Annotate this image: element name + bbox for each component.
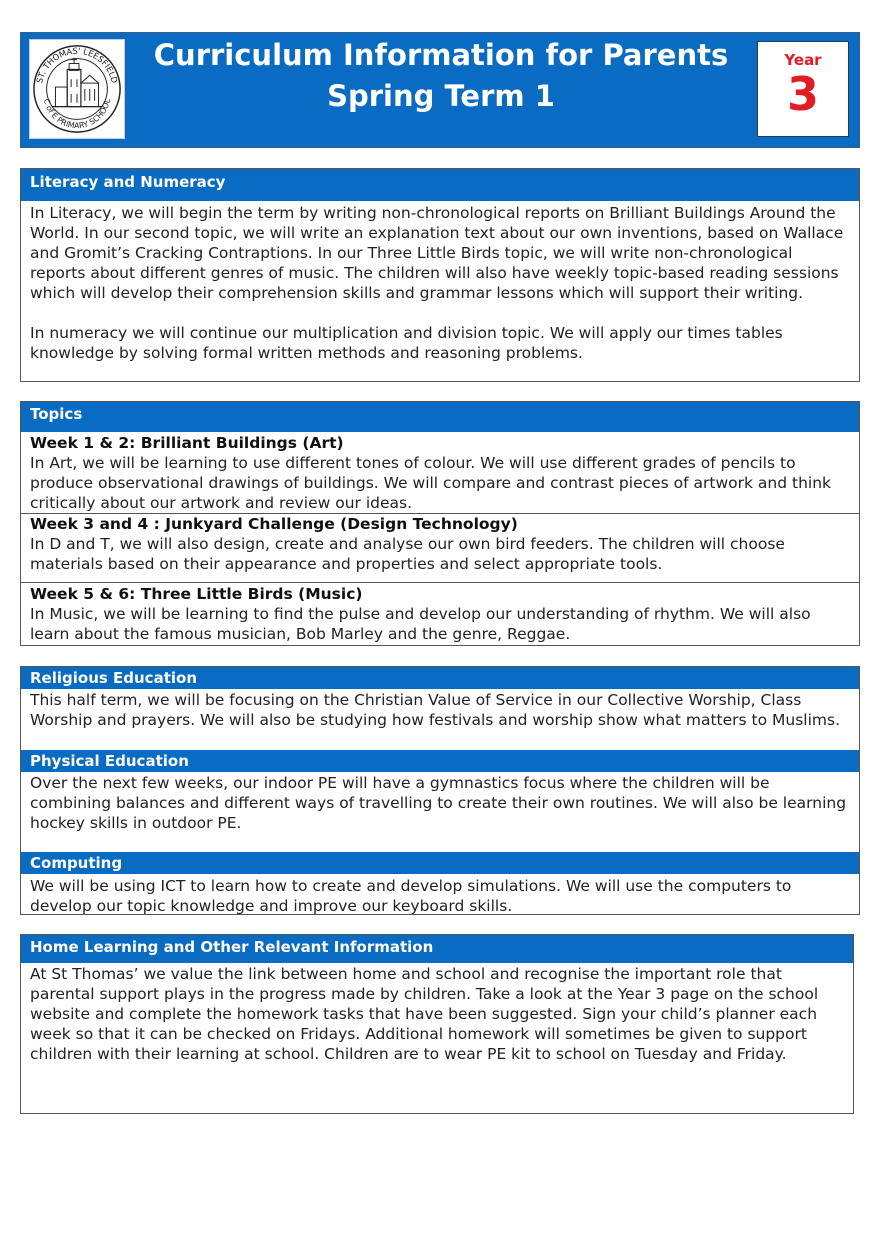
pe-body: Over the next few weeks, our indoor PE will have a gymnastics focus where the children will be combining balances and different ways of travelling to create their own routines. We will also be learning hockey skills in outdoor PE. [30,774,847,832]
topic-item [21,432,859,513]
home-learning-heading: Home Learning and Other Relevant Information [21,935,853,963]
subjects-section [20,666,860,915]
computing-body: We will be using ICT to learn how to create and develop simulations. We will use the computers to develop our topic knowledge and improve our keyboard skills. [30,877,792,915]
topics-heading: Topics [21,402,859,432]
page-title [151,35,731,117]
home-learning-body: At St Thomas’ we value the link between home and school and recognise the important role that parental support plays in the progress made by children. Take a look at the Year 3 page on the school website and complete the homework tasks that have been suggested. Sign your child’s planner each week so that it can be checked on Fridays. Additional homework will sometimes be given to support children with their learning at school. Children are to wear PE kit to school on Tuesday and Friday. [30,965,819,1063]
literacy-body [21,201,859,363]
year-number: 3 [786,67,819,121]
topic-title: Week 1 & 2: Brilliant Buildings (Art) [30,434,344,452]
year-label: Year [784,51,822,69]
home-learning-section [20,934,854,1114]
pe-heading: Physical Education [21,750,859,772]
re-heading: Religious Education [21,667,859,689]
topic-title: Week 3 and 4 : Junkyard Challenge (Design Technology) [30,515,518,533]
svg-text:C of E PRIMARY SCHOOL: C of E PRIMARY SCHOOL [41,97,113,131]
svg-text:ST. THOMAS' LEESFIELD: ST. THOMAS' LEESFIELD [34,45,120,85]
literacy-paragraph: In Literacy, we will begin the term by writing non-chronological reports on Brilliant Buildings Around the World. In our second topic, we will write an explanation text about our own inventions, based on Wallace and Gromit’s Cracking Contraptions. In our Three Little Birds topic, we will write non-chronological reports about different genres of music. The children will also have weekly topic-based reading sessions which will develop their comprehension skills and grammar lessons which will support their writing. [30,204,844,302]
topic-item [21,513,859,582]
computing-heading: Computing [21,852,859,874]
topic-body: In D and T, we will also design, create and analyse our own bird feeders. The children will choose materials based on their appearance and properties and select appropriate tools. [30,535,785,573]
topic-body: In Music, we will be learning to find the pulse and develop our understanding of rhythm. We will also learn about the famous musician, Bob Marley and the genre, Reggae. [30,605,811,643]
topic-item [21,582,859,644]
topic-title: Week 5 & 6: Three Little Birds (Music) [30,585,363,603]
numeracy-paragraph: In numeracy we will continue our multiplication and division topic. We will apply our times tables knowledge by solving formal written methods and reasoning problems. [30,324,783,362]
re-body: This half term, we will be focusing on the Christian Value of Service in our Collective Worship, Class Worship and prayers. We will also be studying how festivals and worship show what matters to Muslims. [30,691,840,729]
page-header [20,32,860,148]
year-badge [757,41,849,137]
topics-section [20,401,860,646]
literacy-section [20,168,860,382]
title-line-2: Spring Term 1 [327,79,555,113]
school-crest-icon [30,40,124,138]
title-line-1: Curriculum Information for Parents [153,38,729,72]
school-logo [29,39,125,139]
literacy-heading: Literacy and Numeracy [21,169,859,201]
topic-body: In Art, we will be learning to use different tones of colour. We will use different grades of pencils to produce observational drawings of buildings. We will compare and contrast pieces of artwork and think critically about our artwork and review our ideas. [30,454,832,512]
